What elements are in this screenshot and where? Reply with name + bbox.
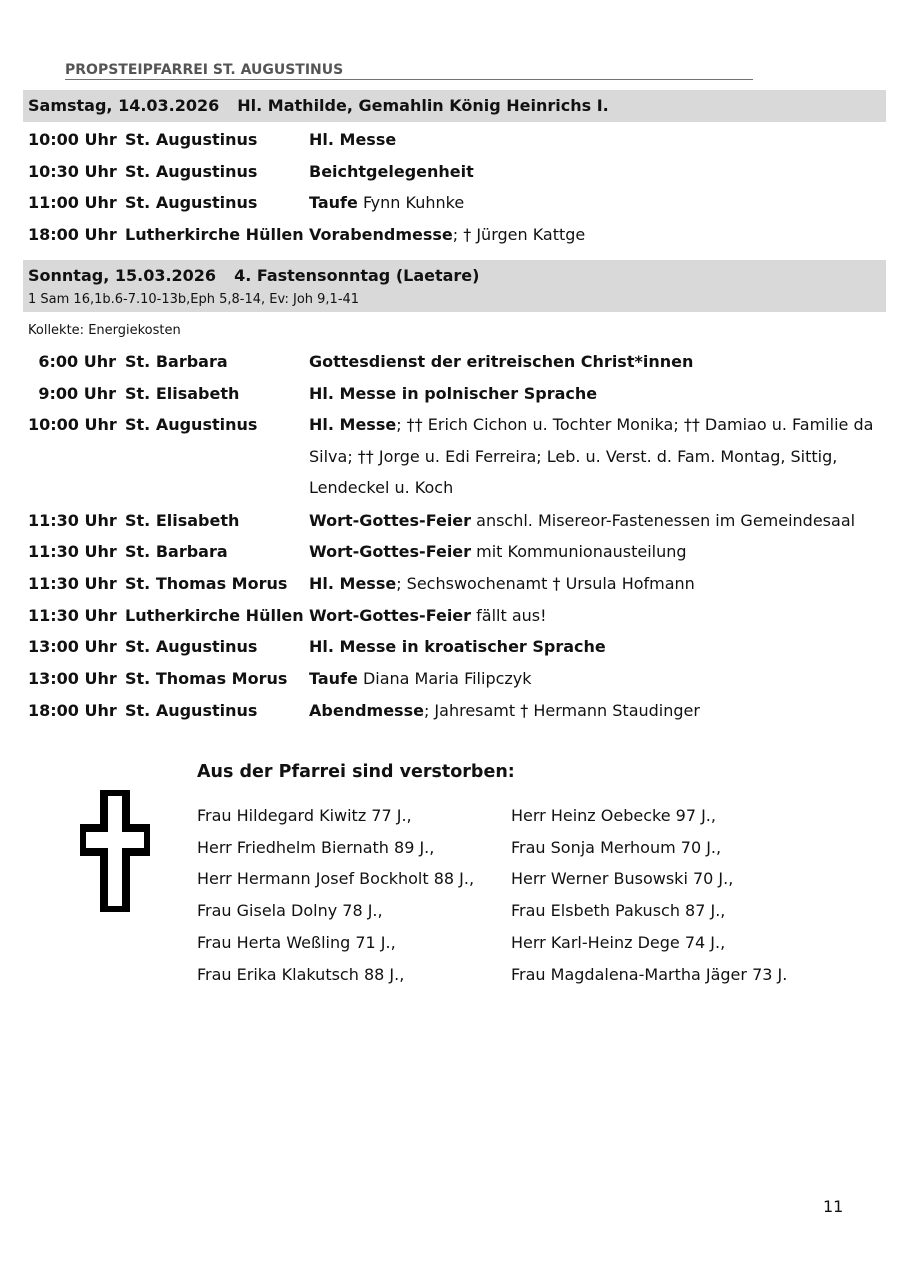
service-title: Hl. Messe (309, 415, 397, 434)
service-description (309, 695, 889, 727)
service-time: 11:30 Uhr (28, 606, 117, 625)
service-note: Fynn Kuhnke (357, 193, 465, 212)
service-note: anschl. Misereor-Fastenessen im Gemeindesaal (471, 511, 856, 530)
deceased-entry: Frau Erika Klakutsch 88 J., (197, 964, 405, 984)
service-description (309, 187, 889, 219)
service-title: Gottesdienst der eritreischen Christ*innen (309, 352, 694, 371)
service-time: 11:30 Uhr (28, 574, 117, 593)
service-title: Abendmesse (309, 701, 424, 720)
saturday-date: Samstag, 14.03.2026 (28, 96, 220, 115)
service-place: Lutherkirche Hüllen (125, 225, 304, 244)
service-title: Wort-Gottes-Feier (309, 606, 472, 625)
service-title: Beichtgelegenheit (309, 162, 474, 181)
saturday-title (23, 90, 886, 122)
service-description (309, 346, 889, 378)
service-note: Diana Maria Filipczyk (357, 669, 532, 688)
service-place: St. Elisabeth (125, 384, 240, 403)
service-place: St. Augustinus (125, 130, 258, 149)
service-time: 18:00 Uhr (28, 701, 117, 720)
service-title: Taufe (309, 669, 358, 688)
service-time: 11:30 Uhr (28, 542, 117, 561)
service-place: St. Thomas Morus (125, 669, 288, 688)
service-title: Wort-Gottes-Feier (309, 542, 472, 561)
deceased-entry: Frau Sonja Merhoum 70 J., (511, 837, 722, 857)
service-note: ; Sechswochenamt † Ursula Hofmann (396, 574, 695, 593)
service-description (309, 156, 889, 188)
service-note: ; Jahresamt † Hermann Staudinger (423, 701, 700, 720)
service-time: 10:30 Uhr (28, 162, 117, 181)
service-place: St. Elisabeth (125, 511, 240, 530)
service-title: Hl. Messe (309, 130, 397, 149)
service-description (309, 600, 889, 632)
cross-icon (80, 790, 150, 912)
deceased-entry: Herr Hermann Josef Bockholt 88 J., (197, 869, 475, 889)
service-place: Lutherkirche Hüllen (125, 606, 304, 625)
sunday-header-bar (23, 260, 886, 312)
service-note: ; †† Erich Cichon u. Tochter Monika; †† Damiao u. Familie da Silva; †† Jorge u. Edi Ferreira; Leb. u. Verst. d. Fam. Montag, Sittig, Lendeckel u. Koch (309, 415, 874, 498)
service-title: Hl. Messe in kroatischer Sprache (309, 637, 606, 656)
service-title: Hl. Messe in polnischer Sprache (309, 384, 598, 403)
deceased-entry: Herr Friedhelm Biernath 89 J., (197, 837, 435, 857)
deceased-entry: Herr Karl-Heinz Dege 74 J., (511, 932, 726, 952)
service-place: St. Augustinus (125, 162, 258, 181)
parish-header: PROPSTEIPFARREI ST. AUGUSTINUS (65, 62, 753, 80)
service-time: 10:00 Uhr (28, 415, 117, 434)
service-title: Vorabendmesse (309, 225, 453, 244)
service-description (309, 568, 889, 600)
service-note: ; † Jürgen Kattge (452, 225, 586, 244)
service-description (309, 663, 889, 695)
page-number: 11 (823, 1197, 844, 1216)
service-place: St. Barbara (125, 352, 228, 371)
deaths-list-right (511, 800, 787, 990)
deceased-entry: Frau Elsbeth Pakusch 87 J., (511, 901, 726, 921)
deaths-title: Aus der Pfarrei sind verstorben: (197, 762, 515, 782)
service-title: Hl. Messe (309, 574, 397, 593)
service-place: St. Augustinus (125, 193, 258, 212)
service-place: St. Augustinus (125, 415, 258, 434)
sunday-feast: 4. Fastensonntag (Laetare) (234, 266, 480, 285)
deaths-list-left (197, 800, 474, 990)
service-time: 9:00 Uhr (38, 384, 116, 403)
service-place: St. Barbara (125, 542, 228, 561)
service-time: 10:00 Uhr (28, 130, 117, 149)
deceased-entry: Frau Magdalena-Martha Jäger 73 J. (511, 964, 788, 984)
sunday-collection: Kollekte: Energiekosten (28, 323, 181, 338)
service-time: 13:00 Uhr (28, 669, 117, 688)
service-note: fällt aus! (471, 606, 547, 625)
service-description (309, 631, 889, 663)
service-title: Taufe (309, 193, 358, 212)
sunday-date: Sonntag, 15.03.2026 (28, 266, 217, 285)
deceased-entry: Frau Herta Weßling 71 J., (197, 932, 396, 952)
service-time: 11:30 Uhr (28, 511, 117, 530)
service-place: St. Augustinus (125, 637, 258, 656)
service-time: 11:00 Uhr (28, 193, 117, 212)
service-place: St. Thomas Morus (125, 574, 288, 593)
service-description (309, 124, 889, 156)
service-time: 6:00 Uhr (38, 352, 116, 371)
service-title: Wort-Gottes-Feier (309, 511, 472, 530)
saturday-feast: Hl. Mathilde, Gemahlin König Heinrichs I. (237, 96, 609, 115)
service-description (309, 409, 889, 504)
service-description (309, 219, 889, 251)
service-note: mit Kommunionausteilung (471, 542, 687, 561)
deceased-entry: Frau Hildegard Kiwitz 77 J., (197, 806, 412, 825)
service-place: St. Augustinus (125, 701, 258, 720)
saturday-header-bar (23, 90, 886, 122)
deceased-entry: Frau Gisela Dolny 78 J., (197, 901, 383, 921)
service-description (309, 536, 889, 568)
deceased-entry: Herr Heinz Oebecke 97 J., (511, 806, 716, 825)
service-description (309, 378, 889, 410)
service-time: 18:00 Uhr (28, 225, 117, 244)
service-description (309, 505, 889, 537)
service-time: 13:00 Uhr (28, 637, 117, 656)
sunday-readings: 1 Sam 16,1b.6-7.10-13b,Eph 5,8-14, Ev: Joh 9,1-41 (28, 292, 360, 307)
deceased-entry: Herr Werner Busowski 70 J., (511, 869, 734, 889)
